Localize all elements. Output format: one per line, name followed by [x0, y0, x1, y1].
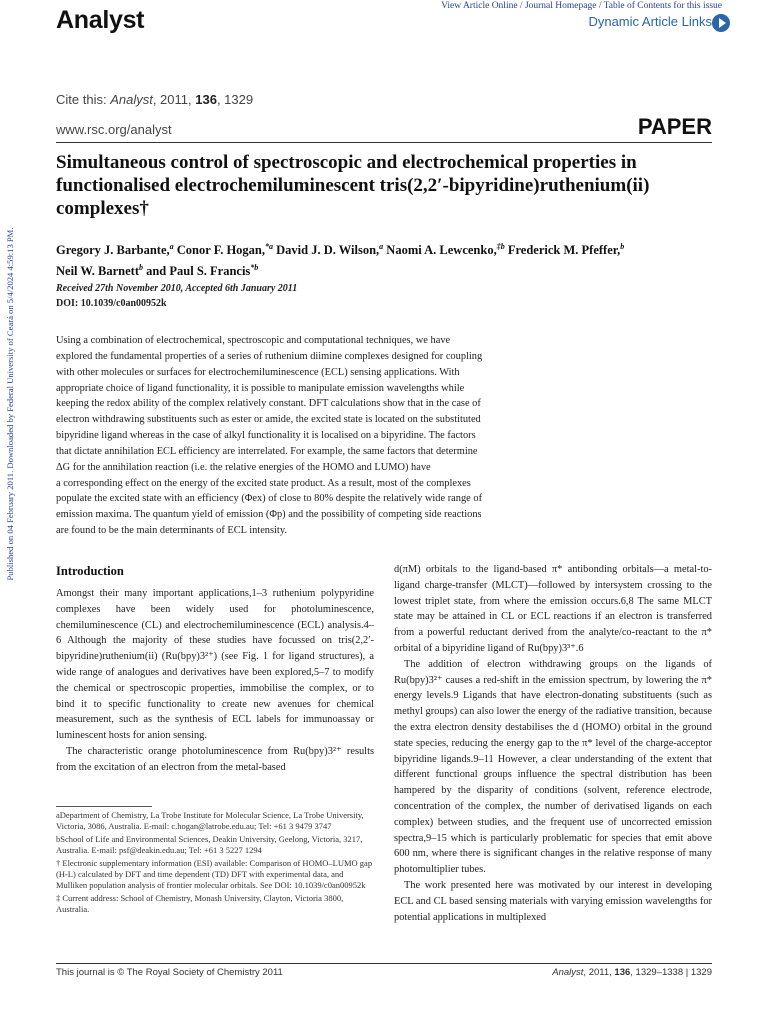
- cite-volume: 136: [195, 92, 217, 107]
- paper-label: PAPER: [637, 114, 712, 139]
- received-dates: Received 27th November 2010, Accepted 6th January 2011: [56, 283, 298, 294]
- author-affiliation: *b: [250, 263, 259, 273]
- paragraph: Amongst their many important applications,1–3 ruthenium polypyridine complexes have been widely used for photoluminescence, chemiluminescence (CL) and electrochemiluminescence (ECL) analysis.4–6 Although the majority of these studies have focussed on tris(2,2′-bipyridine)ruthenium(ii) (Ru(bpy)3²⁺) (see Fig. 1 for ligand structures), a wide range of analogues and derivatives have been explored,5–7 to modify the chemical or spectroscopic properties, immobilise the complex, or to bind it to specific functionality to create new avenues for chemical measurement, such as the synthesis of ECL labels for immunoassay or luminescent hosts for anion sensing.: [56, 588, 374, 742]
- right-column: [394, 562, 712, 925]
- footnote: aDepartment of Chemistry, La Trobe Institute for Molecular Science, La Trobe University, Victoria, 3086, Australia. E-mail: c.hogan@latrobe.edu.au; Tel: +61 3 9479 3747: [56, 810, 364, 832]
- author-affiliation: ‡b: [496, 242, 505, 251]
- author-list: [56, 238, 716, 280]
- cite-journal: Analyst: [110, 92, 153, 107]
- author-affiliation: b: [620, 242, 625, 251]
- sidebar-text: Published on 04 February 2011. Downloaded by Federal University of Ceará on 5/4/2024 4:59:13 PM.: [5, 227, 15, 581]
- article-title: Simultaneous control of spectroscopic and electrochemical properties in functionalised electrochemiluminescent tris(2,2′-bipyridine)ruthenium(ii) complexes†: [56, 152, 650, 219]
- abstract-line: with other molecules or surfaces for electrochemiluminescence (ECL) sensing applications. With: [56, 366, 460, 378]
- cite-line: [56, 92, 253, 107]
- author-name: Naomi A. Lewcenko,: [383, 243, 497, 258]
- author-affiliation: a: [379, 242, 384, 251]
- author-name: and Paul S. Francis: [142, 264, 251, 279]
- author-affiliation: b: [138, 263, 143, 273]
- footer-journal: Analyst: [552, 967, 584, 978]
- cite-year: , 2011,: [152, 92, 196, 107]
- doi[interactable]: DOI: 10.1039/c0an00952k: [56, 298, 167, 309]
- footer-divider: [56, 963, 712, 964]
- author-name: Conor F. Hogan,: [173, 243, 265, 258]
- abstract-line: keeping the redox ability of the complex relatively constant. DFT calculations show that in the case of: [56, 398, 481, 410]
- play-circle-icon[interactable]: [712, 14, 730, 32]
- abstract-line: a corresponding effect on the energy of the excited state product. As a result, most of the complexes: [56, 477, 471, 489]
- top-links[interactable]: View Article Online / Journal Homepage / Table of Contents for this issue: [441, 1, 722, 11]
- paragraph: The addition of electron withdrawing groups on the ligands of Ru(bpy)3²⁺ causes a red-shift in the emission spectrum, by lowering the π* energy levels.9 Ligands that have electron-donating substituents (such as methyl groups) can also lower the energy of the radiative transition, because the extra electron density destabilises the d (HOMO) orbital in the ground state species, reducing the energy gap to the π* level of the charge-acceptor bipyridine ligands.9–11 However, a clear understanding of the extent that different functional groups influence the spectral distribution has been hampered by the disparity of conditions (solvent, reference electrode, concentration of the complex, the number of derivatised ligands on each complex) between studies, and the frequent use of uncorrected emission spectra,9–15 which is particularly problematic for species that emit above 600 nm, where there is significant changes in the relative response of many photomultiplier tubes.: [394, 658, 712, 876]
- author-affiliation: *a: [265, 242, 273, 251]
- abstract-line: Using a combination of electrochemical, spectroscopic and computational techniques, we have: [56, 335, 451, 346]
- author-affiliation: a: [169, 242, 174, 251]
- paragraph: d(πM) orbitals to the ligand-based π* antibonding orbitals—a metal-to-ligand charge-transfer (MLCT)—followed by intersystem crossing to the lowest triplet state, from where the emission occurs.6,8 The same MLCT state may be attained in CL or ECL reactions if an electron is transferred from a powerful reductant derived from the analyte/co-reactant to the π* orbital of a bipyridine ligand of Ru(bpy)3³⁺.6: [394, 564, 712, 654]
- footer-pages: , 1329–1338 | 1329: [630, 967, 712, 978]
- footnote-divider: [56, 806, 152, 807]
- author-name: Neil W. Barnett: [56, 264, 139, 279]
- journal-url[interactable]: www.rsc.org/analyst: [56, 122, 172, 137]
- footer-volume: 136: [614, 967, 631, 978]
- abstract-line: that dictate annihilation ECL efficiency are interrelated. For example, the same factors that determine: [56, 445, 478, 457]
- dynamic-article-links[interactable]: Dynamic Article Links: [588, 14, 712, 29]
- footnote: † Electronic supplementary information (ESI) available: Comparison of HOMO–LUMO gap (H-L) calculated by DFT and time dependent (TD) DFT with experimental data, and Mulliken population analysis of frontier molecular orbitals. See DOI: 10.1039/c0an00952k: [56, 857, 373, 891]
- author-name: Frederick M. Pfeffer,: [504, 243, 621, 258]
- abstract-line: emission maxima. The quantum yield of emission (Φp) and the possibility of competing side reactions: [56, 509, 482, 521]
- publication-sidebar: [4, 188, 16, 620]
- footnotes: [56, 810, 374, 917]
- paragraph: The work presented here was motivated by our interest in developing ECL and CL based sensing materials with varying emission wavelengths for potential applications in multiplexed: [394, 879, 712, 923]
- cite-prefix: Cite this:: [56, 92, 111, 107]
- copyright-footer: This journal is © The Royal Society of Chemistry 2011: [56, 967, 283, 978]
- abstract: [56, 333, 568, 539]
- page-footer: [552, 967, 712, 978]
- abstract-line: are found to be the main determinants of ECL intensity.: [56, 525, 287, 537]
- footer-year: , 2011,: [583, 967, 615, 978]
- cite-page: , 1329: [216, 92, 254, 107]
- footnote: ‡ Current address: School of Chemistry, Monash University, Clayton, Victoria 3800, Australia.: [56, 892, 344, 915]
- footnote: bSchool of Life and Environmental Sciences, Deakin University, Geelong, Victoria, 3217, Australia. E-mail: psf@deakin.edu.au; Tel: +61 3 5227 1294: [56, 833, 363, 856]
- paragraph: The characteristic orange photoluminescence from Ru(bpy)3²⁺ results from the excitation of an electron from the metal-based: [56, 745, 374, 773]
- abstract-line: populate the excited state with an efficiency (Φex) of close to 80% despite the relatively wide range of: [56, 493, 483, 505]
- left-column: [56, 586, 374, 776]
- introduction-heading: Introduction: [56, 564, 124, 578]
- abstract-line: appropriate choice of ligand functionality, it is possible to manipulate emission wavelengths while: [56, 382, 465, 394]
- abstract-line: electron withdrawing substituents such as ester or amide, the excited state is located on the substituted: [56, 414, 481, 426]
- journal-name: Analyst: [56, 6, 145, 34]
- abstract-line: bipyridine ligand whereas in the case of alkyl functionality it is localised on a bipyridine. The factors: [56, 430, 476, 442]
- abstract-line: explored the fundamental properties of a series of ruthenium diimine complexes designed for coupling: [56, 350, 483, 362]
- header-divider: [56, 142, 712, 143]
- author-name: Gregory J. Barbante,: [56, 243, 170, 258]
- author-name: David J. D. Wilson,: [273, 243, 380, 258]
- abstract-line: ΔG for the annihilation reaction (i.e. the relative energies of the HOMO and LUMO) have: [56, 461, 431, 473]
